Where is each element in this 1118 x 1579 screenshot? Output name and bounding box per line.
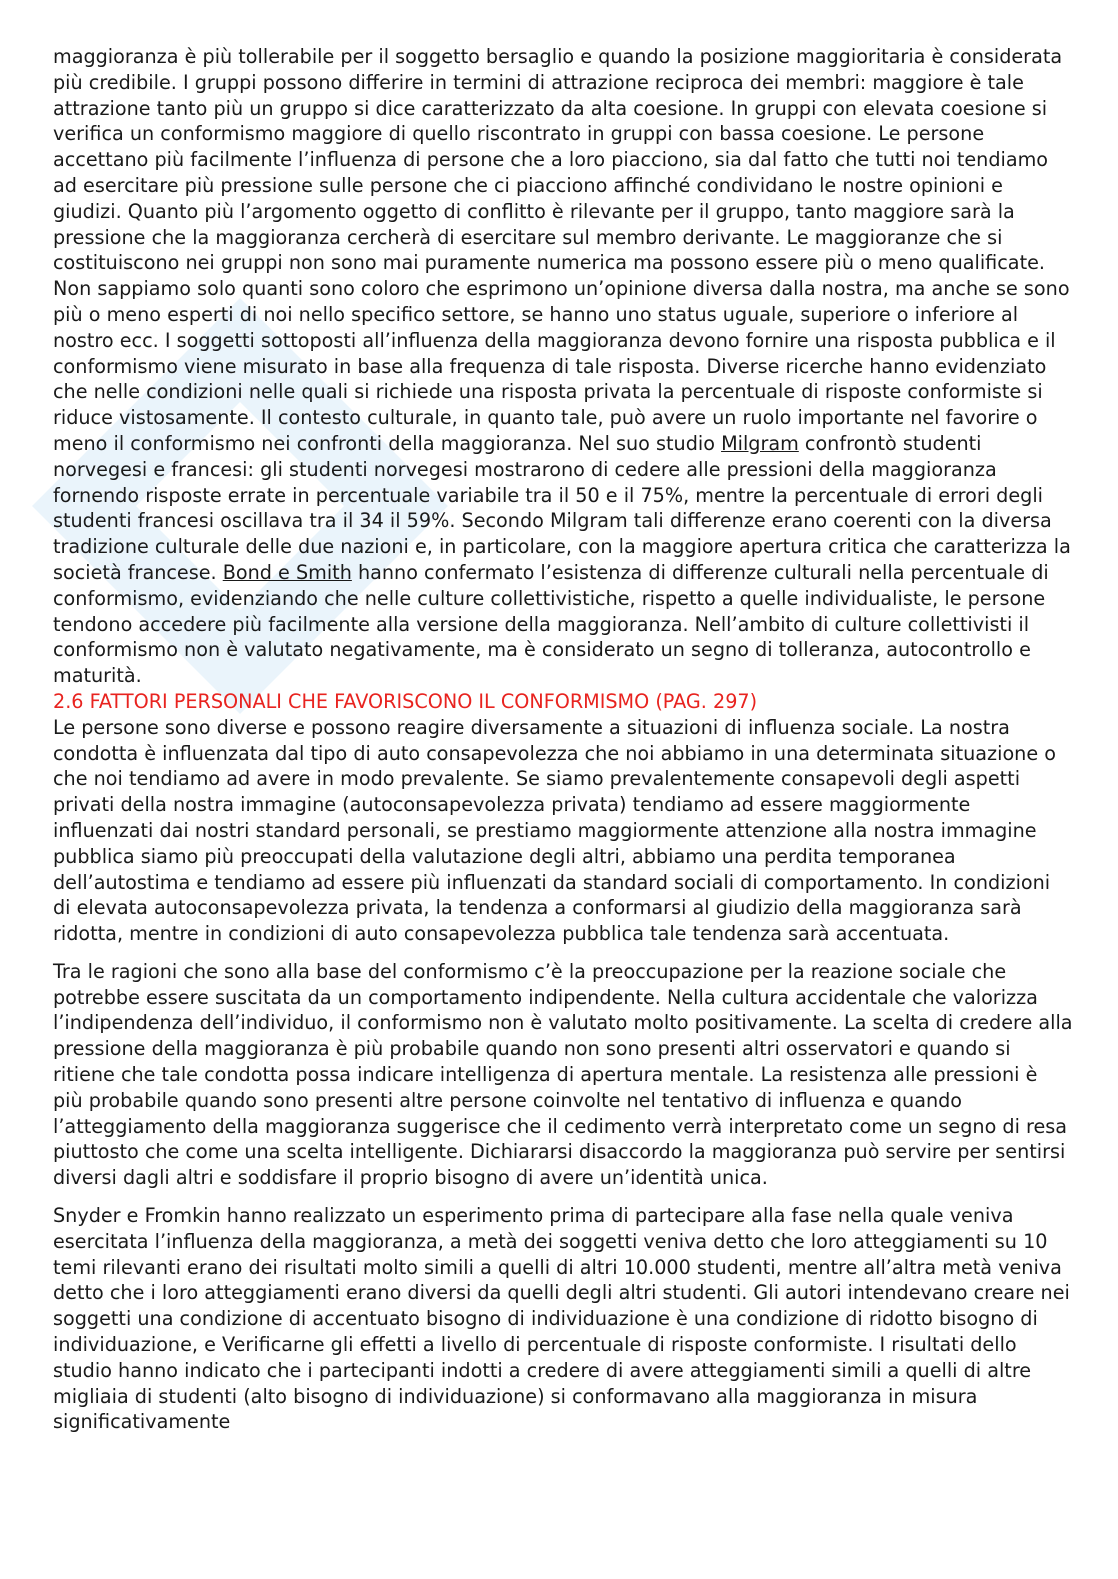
bond-smith-link[interactable]: Bond e Smith [222, 560, 352, 584]
paragraph-4: Snyder e Fromkin hanno realizzato un esperimento prima di partecipare alla fase nella quale veniva esercitata l’influenza della maggioranza, a metà dei soggetti veniva detto che loro atteggiamenti su 10 temi rilevanti erano dei risultati molto simili a quelli di altri 10.000 studenti, mentre all’altra metà veniva detto che i loro atteggiamenti erano diversi da quelli degli altri studenti. Gli autori intendevano creare nei soggetti una condizione di accentuato bisogno di individuazione è una condizione di ridotto bisogno di individuazione, e Verificarne gli effetti a livello di percentuale di risposte conformiste. I risultati dello studio hanno indicato che i partecipanti indotti a credere di avere atteggiamenti simili a quelli di altre migliaia di studenti (alto bisogno di individuazione) si conformavano alla maggioranza in misura significativamente [53, 1204, 1070, 1434]
paragraph-1-text-a: maggioranza è più tollerabile per il soggetto bersaglio e quando la posizione maggioritaria è considerata più credibile. I gruppi possono differire in termini di attrazione reciproca dei membri: maggiore è tale attrazione tanto più un gruppo si dice caratterizzato da alta coesione. In gruppi con elevata coesione si verifica un conformismo maggiore di quello riscontrato in gruppi con bassa coesione. Le persone accettano più facilmente l’influenza di persone che a loro piacciono, sia dal fatto che tutti noi tendiamo ad esercitare più pressione sulle persone che ci piacciono affinché condividano le nostre opinioni e giudizi. Quanto più l’argomento oggetto di conflitto è rilevante per il gruppo, tanto maggiore sarà la pressione che la maggioranza cercherà di esercitare sul membro derivante. Le maggioranze che si costituiscono nei gruppi non sono mai puramente numerica ma possono essere più o meno qualificate. Non sappiamo solo quanti sono coloro che esprimono un’opinione diversa dalla nostra, ma anche se sono più o meno esperti di noi nello specifico settore, se hanno uno status uguale, superiore o inferiore al nostro ecc. I soggetti sottoposti all’influenza della maggioranza devono fornire una risposta pubblica e il conformismo viene misurato in base alla frequenza di tale risposta. Diverse ricerche hanno evidenziato che nelle condizioni nelle quali si richiede una risposta privata la percentuale di risposte conformiste si riduce vistosamente. Il contesto culturale, in quanto tale, può avere un ruolo importante nel favorire o meno il conformismo nei confronti della maggioranza. Nel suo studio [53, 45, 1070, 455]
paragraph-3: Tra le ragioni che sono alla base del conformismo c’è la preoccupazione per la reazione sociale che potrebbe essere suscitata da un comportamento indipendente. Nella cultura accidentale che valorizza l’indipendenza dell’individuo, il conformismo non è valutato molto positivamente. La scelta di credere alla pressione della maggioranza è più probabile quando non sono presenti altri osservatori e quando si ritiene che tale condotta possa indicare intelligenza di apertura mentale. La resistenza alle pressioni è più probabile quando sono presenti altre persone coinvolte nel tentativo di influenza e quando l’atteggiamento della maggioranza suggerisce che il cedimento verrà interpretato come un segno di resa piuttosto che come una scelta intelligente. Dichiararsi disaccordo la maggioranza può servire per sentirsi diversi dagli altri e soddisfare il proprio bisogno di avere un’identità unica. [53, 959, 1073, 1190]
paragraph-2: Le persone sono diverse e possono reagire diversamente a situazioni di influenza sociale. La nostra condotta è influenzata dal tipo di auto consapevolezza che noi abbiamo in una determinata situazione o che noi tendiamo ad avere in modo prevalente. Se siamo prevalentemente consapevoli degli aspetti privati della nostra immagine (autoconsapevolezza privata) tendiamo ad essere maggiormente influenzati dai nostri standard personali, se prestiamo maggiormente attenzione alla nostra immagine pubblica siamo più preoccupati della valutazione degli altri, abbiamo una perdita temporanea dell’autostima e tendiamo ad essere più influenzati da standard sociali di comportamento. In condizioni di elevata autoconsapevolezza privata, la tendenza a conformarsi al giudizio della maggioranza sarà ridotta, mentre in condizioni di auto consapevolezza pubblica tale tendenza sarà accentuata. [53, 715, 1056, 946]
paragraph-1-text-c: hanno confermato l’esistenza di differenze culturali nella percentuale di conformismo, evidenziando che nelle culture collettivistiche, rispetto a quelle individualiste, le persone tendono accedere più facilmente alla versione della maggioranza. Nell’ambito di culture collettivisti il conformismo non è valutato negativamente, ma è considerato un segno di tolleranza, autocontrollo e maturità. [53, 560, 1049, 688]
paragraph-1 [53, 44, 1073, 689]
milgram-link[interactable]: Milgram [721, 431, 799, 455]
section-heading: 2.6 FATTORI PERSONALI CHE FAVORISCONO IL CONFORMISMO (PAG. 297) [53, 689, 758, 713]
document-page [53, 44, 1073, 1435]
paragraph-1-text-b: confrontò studenti norvegesi e francesi: gli studenti norvegesi mostrarono di cedere alle pressioni della maggioranza fornendo risposte errate in percentuale variabile tra il 50 e il 75%, mentre la percentuale di errori degli studenti francesi oscillava tra il 34 il 59%. Secondo Milgram tali differenze erano coerenti con la diversa tradizione culturale delle due nazioni e, in particolare, con la maggiore apertura critica che caratterizza la società francese. [53, 431, 1071, 584]
